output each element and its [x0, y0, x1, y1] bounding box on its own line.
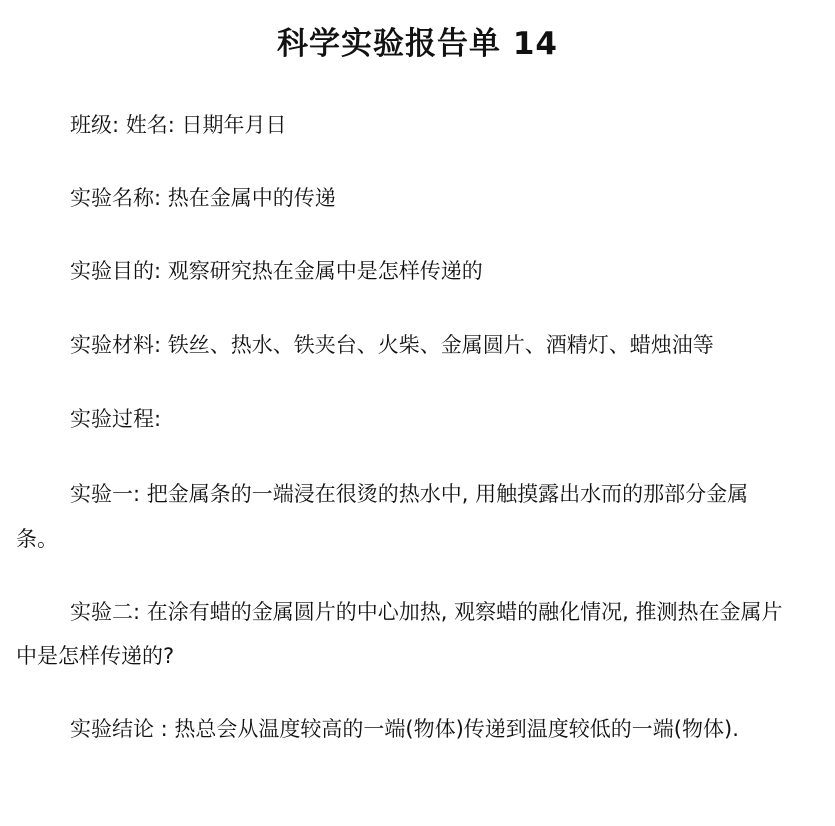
- purpose-line: 实验目的: 观察研究热在金属中是怎样传递的: [70, 259, 483, 283]
- experiment-one-line-1: 实验一: 把金属条的一端浸在很烫的热水中, 用触摸露出水而的那部分金属: [70, 482, 749, 506]
- experiment-two-line-2: 中是怎样传递的?: [16, 644, 175, 668]
- experiment-two-line-1: 实验二: 在涂有蜡的金属圆片的中心加热, 观察蜡的融化情况, 推测热在金属片: [70, 600, 783, 624]
- class-info-line: 班级: 姓名: 日期年月日: [70, 113, 287, 137]
- conclusion-line: 实验结论 : 热总会从温度较高的一端(物体)传递到温度较低的一端(物体).: [70, 717, 739, 741]
- experiment-one-line-2: 条。: [16, 527, 58, 551]
- materials-line: 实验材料: 铁丝、热水、铁夹台、火柴、金属圆片、酒精灯、蜡烛油等: [70, 333, 714, 357]
- experiment-name-line: 实验名称: 热在金属中的传递: [70, 186, 336, 210]
- process-label: 实验过程:: [70, 407, 162, 431]
- page-title: 科学实验报告单 14: [277, 26, 558, 62]
